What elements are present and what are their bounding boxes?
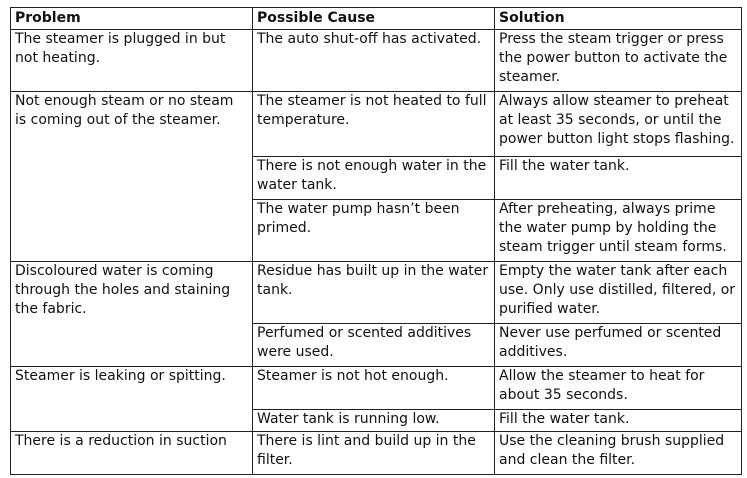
table-row — [11, 92, 742, 157]
troubleshooting-table — [10, 7, 742, 475]
solution-cell: Fill the water tank. — [495, 157, 742, 200]
solution-cell: Empty the water tank after each use. Only use distilled, filtered, or purified water. — [495, 262, 742, 324]
cause-cell: Residue has built up in the water tank. — [253, 262, 495, 324]
header-row — [11, 8, 742, 30]
header-solution: Solution — [495, 8, 742, 30]
problem-cell: Not enough steam or no steam is coming out of the steamer. — [11, 92, 253, 262]
cause-cell: The steamer is not heated to full temperature. — [253, 92, 495, 157]
header-problem: Problem — [11, 8, 253, 30]
table-row — [11, 432, 742, 475]
header-cause: Possible Cause — [253, 8, 495, 30]
solution-cell: After preheating, always prime the water pump by holding the steam trigger until steam forms. — [495, 200, 742, 262]
problem-cell: Steamer is leaking or spitting. — [11, 367, 253, 432]
solution-cell: Allow the steamer to heat for about 35 seconds. — [495, 367, 742, 410]
cause-cell: The water pump hasn’t been primed. — [253, 200, 495, 262]
table-row — [11, 367, 742, 410]
solution-cell: Use the cleaning brush supplied and clean the filter. — [495, 432, 742, 475]
solution-cell: Fill the water tank. — [495, 410, 742, 432]
problem-cell: There is a reduction in suction — [11, 432, 253, 475]
table-row — [11, 30, 742, 92]
table-row — [11, 262, 742, 324]
problem-cell: Discoloured water is coming through the holes and staining the fabric. — [11, 262, 253, 367]
cause-cell: There is lint and build up in the filter. — [253, 432, 495, 475]
problem-cell: The steamer is plugged in but not heating. — [11, 30, 253, 92]
cause-cell: The auto shut-off has activated. — [253, 30, 495, 92]
solution-cell: Press the steam trigger or press the power button to activate the steamer. — [495, 30, 742, 92]
cause-cell: Perfumed or scented additives were used. — [253, 324, 495, 367]
cause-cell: Water tank is running low. — [253, 410, 495, 432]
cause-cell: There is not enough water in the water tank. — [253, 157, 495, 200]
cause-cell: Steamer is not hot enough. — [253, 367, 495, 410]
solution-cell: Never use perfumed or scented additives. — [495, 324, 742, 367]
solution-cell: Always allow steamer to preheat at least 35 seconds, or until the power button light stops flashing. — [495, 92, 742, 157]
